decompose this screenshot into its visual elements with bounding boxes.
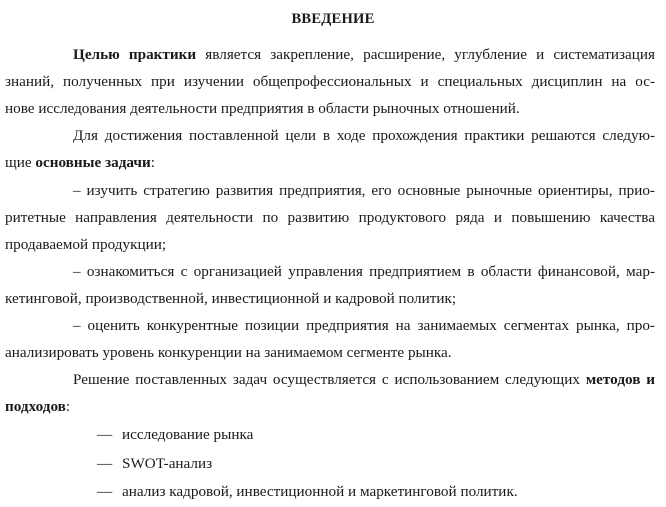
- approaches-term: подходов: [5, 398, 66, 415]
- methods-intro-text: Решение поставленных задач осуществляется с использованием следующих: [73, 371, 586, 388]
- task-1-line-1: – изучить стратегию развития предприятия, его основные рыночные ориентиры, прио-: [73, 182, 655, 199]
- tasks-term: основные задачи: [35, 154, 151, 171]
- goal-paragraph-line-2: знаний, полученных при изучении общепрофессиональных и специальных дисциплин на ос-: [5, 73, 655, 90]
- task-1-line-3: продаваемой продукции;: [5, 236, 167, 253]
- page-title: ВВЕДЕНИЕ: [291, 11, 375, 27]
- list-item-text: исследование рынка: [122, 426, 254, 443]
- tasks-intro-line-2: [5, 153, 155, 173]
- methods-intro-line-2: [5, 397, 70, 417]
- task-3-line-2: анализировать уровень конкуренции на занимаемом сегменте рынка.: [5, 344, 452, 361]
- goal-paragraph-line-3: нове исследования деятельности предприятия в области рыночных отношений.: [5, 100, 520, 117]
- tasks-intro-line-1: Для достижения поставленной цели в ходе прохождения практики решаются следую-: [73, 127, 655, 144]
- list-item-text: SWOT-анализ: [122, 455, 213, 472]
- list-dash: —: [97, 426, 113, 443]
- list-item: [97, 425, 253, 445]
- task-2-line-2: кетинговой, производственной, инвестиционной и кадровой политик;: [5, 290, 457, 307]
- methods-term: методов и: [585, 371, 656, 388]
- task-3-line-1: – оценить конкурентные позиции предприятия на занимаемых сегментах рынка, про-: [73, 317, 655, 334]
- list-dash: —: [97, 455, 113, 472]
- list-item: [97, 454, 212, 474]
- list-item-text: анализ кадровой, инвестиционной и маркетинговой политик.: [122, 483, 518, 500]
- methods-intro-colon: :: [65, 398, 71, 415]
- task-1-line-2: ритетные направления деятельности по развитию продуктового ряда и повышению качества: [5, 209, 655, 226]
- list-dash: —: [97, 483, 113, 500]
- tasks-intro-prefix: щие: [5, 154, 36, 171]
- methods-intro-line-1: [73, 370, 655, 390]
- task-2-line-1: – ознакомиться с организацией управления предприятием в области финансовой, мар-: [73, 263, 655, 280]
- goal-term: Целью практики: [73, 46, 197, 63]
- goal-text: является закрепление, расширение, углубление и систематизация: [196, 46, 655, 63]
- goal-paragraph-line-1: [73, 45, 655, 65]
- tasks-intro-colon: :: [150, 154, 155, 171]
- list-item: [97, 482, 518, 502]
